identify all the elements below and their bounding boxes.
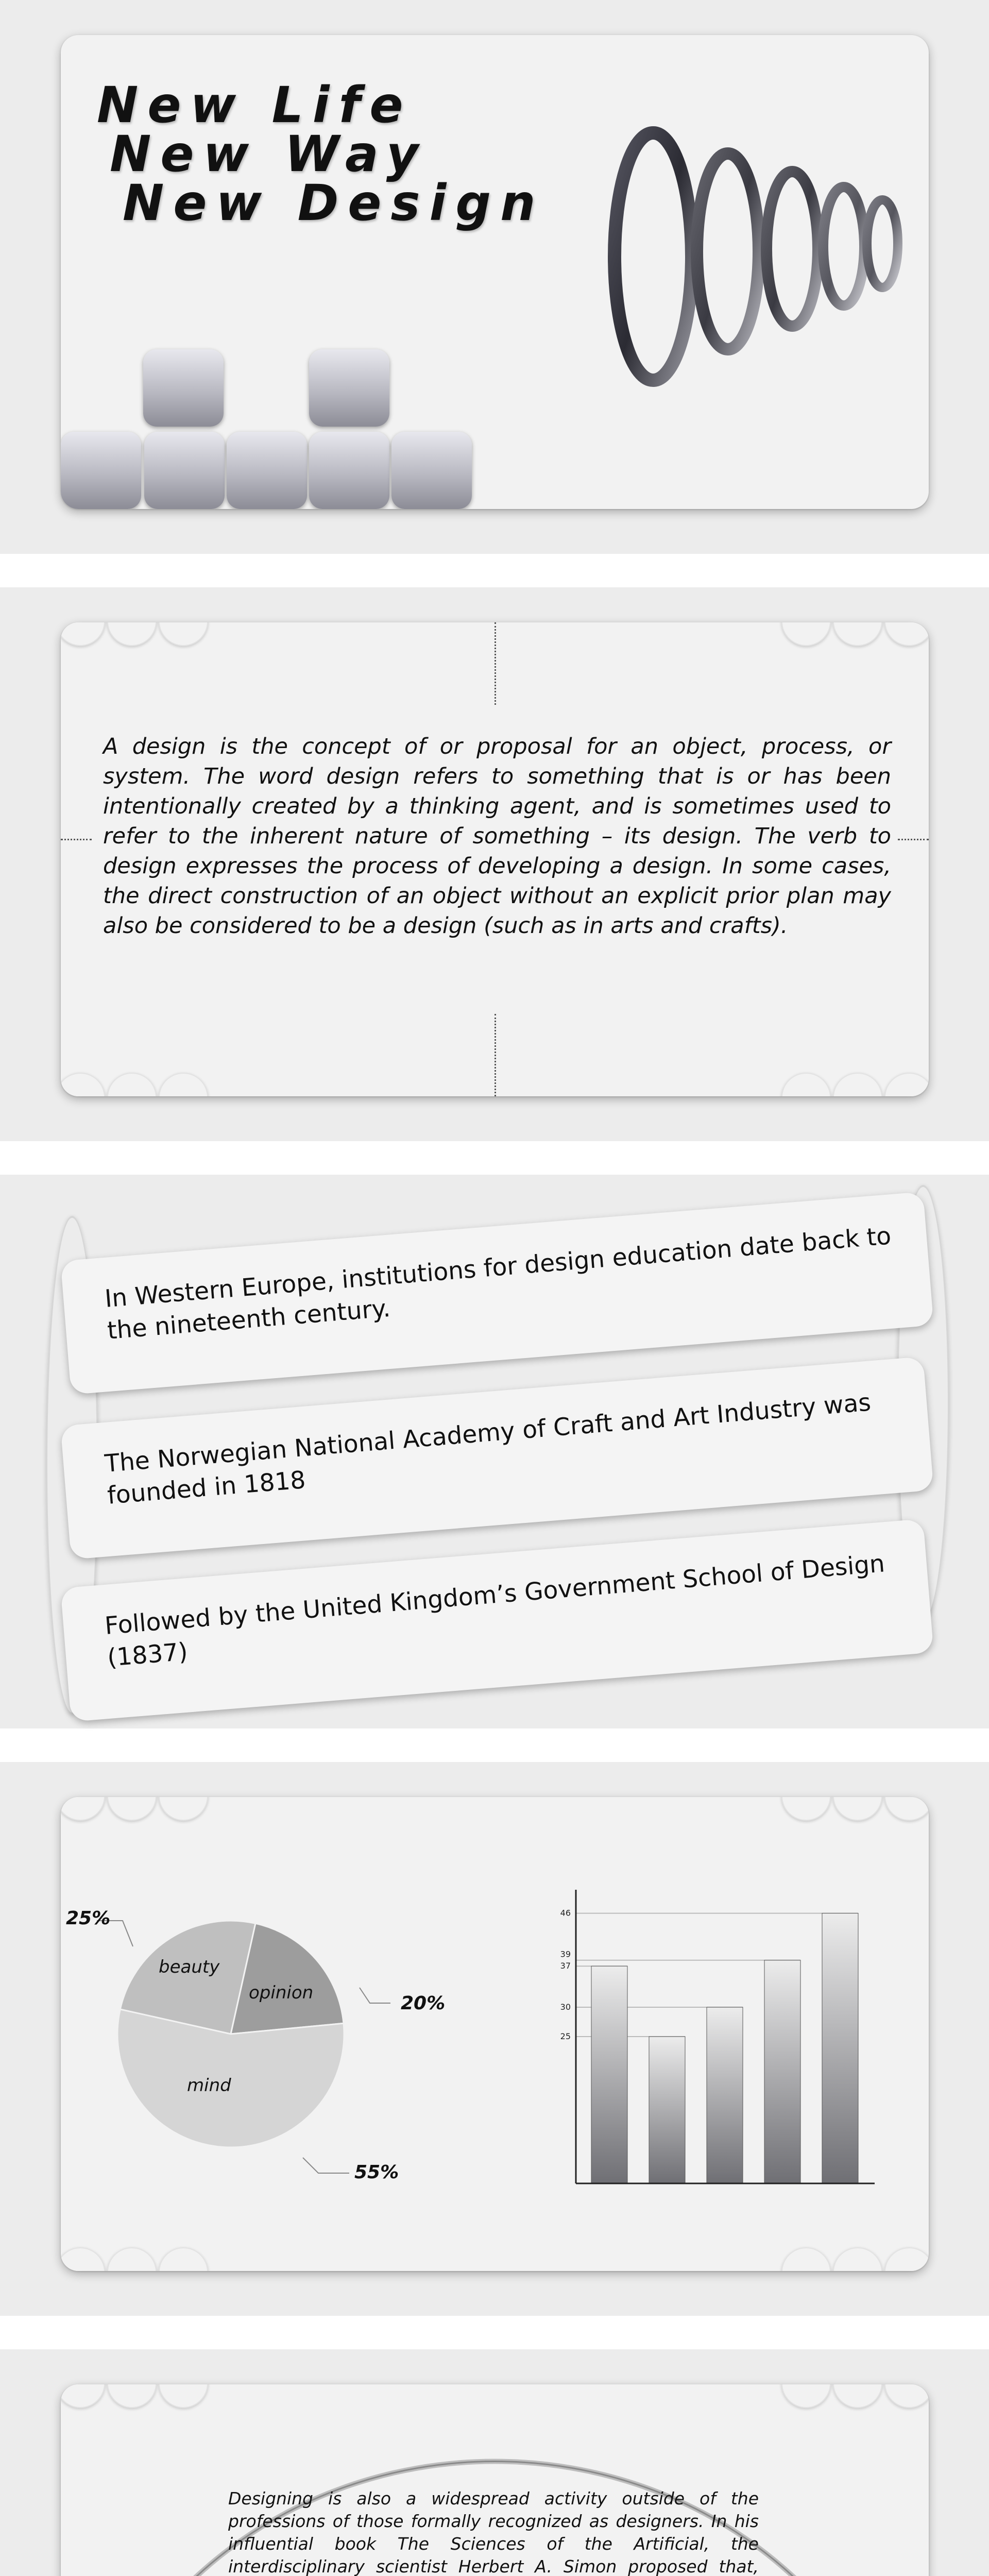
history-strip-1 xyxy=(60,1192,933,1395)
divider-bottom xyxy=(494,1014,496,1096)
bar-2 xyxy=(649,2037,685,2183)
ring xyxy=(867,200,898,287)
leader-line xyxy=(303,2158,349,2173)
design-activity-text: Designing is also a widespread activity outside of the professions of those formally recognized as designers. In his influential book The Sciences of the Artificial, the interdisciplinary scientist Herbert A. Simon proposed that, xyxy=(228,2488,759,2576)
bar-4 xyxy=(764,1960,800,2183)
bar-chart xyxy=(555,1885,885,2204)
divider-right xyxy=(898,839,929,840)
y-tick-label: 25 xyxy=(560,2031,571,2041)
block xyxy=(143,349,224,427)
title-card xyxy=(61,35,929,509)
bar-1 xyxy=(591,1966,627,2183)
corner-bumps xyxy=(781,1797,929,1821)
block xyxy=(309,349,389,427)
block xyxy=(391,432,472,509)
pie-label-beauty: beauty xyxy=(159,1957,220,1977)
pie-percent-beauty: 25% xyxy=(66,1908,111,1929)
slide-3 xyxy=(0,1175,989,1728)
leader-line xyxy=(360,1988,390,2003)
pie-label-mind: mind xyxy=(187,2075,231,2096)
slide-1 xyxy=(0,0,989,554)
block xyxy=(309,432,389,509)
divider-left xyxy=(61,839,92,840)
design-definition: A design is the concept of or proposal for an object, process, or system. The word design refers to something that is or has been intentionally created by a thinking agent, and is sometimes used to refer to the inherent nature of something – its design. The verb to design expresses the process of developing a design. In some cases, the direct construction of an object without an explicit prior plan may also be considered to be a design (such as in arts and crafts). xyxy=(103,734,891,939)
text-card xyxy=(61,622,929,1096)
corner-bumps xyxy=(781,622,929,646)
pie-label-opinion: opinion xyxy=(249,1982,314,2003)
y-tick-label: 39 xyxy=(560,1949,571,1959)
ring xyxy=(823,187,864,306)
pie-percent-mind: 55% xyxy=(354,2162,399,2183)
corner-bumps xyxy=(781,1073,929,1096)
chart-card xyxy=(61,1797,929,2271)
title-line-2: New Way xyxy=(110,125,428,183)
arch-card xyxy=(61,2384,929,2576)
bar-3 xyxy=(707,2007,743,2183)
block xyxy=(61,432,141,509)
corner-bumps xyxy=(61,1073,210,1096)
slide-2 xyxy=(0,587,989,1141)
rings-graphic xyxy=(602,102,921,421)
ring xyxy=(766,172,818,326)
ring xyxy=(697,154,759,349)
corner-bumps xyxy=(781,2247,929,2271)
pie-chart xyxy=(61,1797,473,2271)
history-text-3: Followed by the United Kingdom’s Government School of Design (1837) xyxy=(104,1549,886,1672)
ring xyxy=(615,133,692,380)
bar-5 xyxy=(822,1913,858,2183)
title-line-3: New Design xyxy=(123,174,545,232)
y-tick-label: 37 xyxy=(560,1961,571,1971)
history-text-2: The Norwegian National Academy of Craft and Art Industry was founded in 1818 xyxy=(104,1388,872,1510)
pie-percent-opinion: 20% xyxy=(401,1993,446,2014)
slide-5 xyxy=(0,2349,989,2576)
corner-bumps xyxy=(61,622,210,646)
block xyxy=(227,432,307,509)
y-tick-label: 46 xyxy=(560,1908,571,1918)
y-tick-label: 30 xyxy=(560,2002,571,2012)
history-text-1: In Western Europe, institutions for design education date back to the nineteenth century. xyxy=(104,1222,893,1345)
slide-4 xyxy=(0,1762,989,2316)
title-line-1: New Life xyxy=(97,76,413,134)
divider-top xyxy=(494,622,496,705)
block xyxy=(144,432,225,509)
